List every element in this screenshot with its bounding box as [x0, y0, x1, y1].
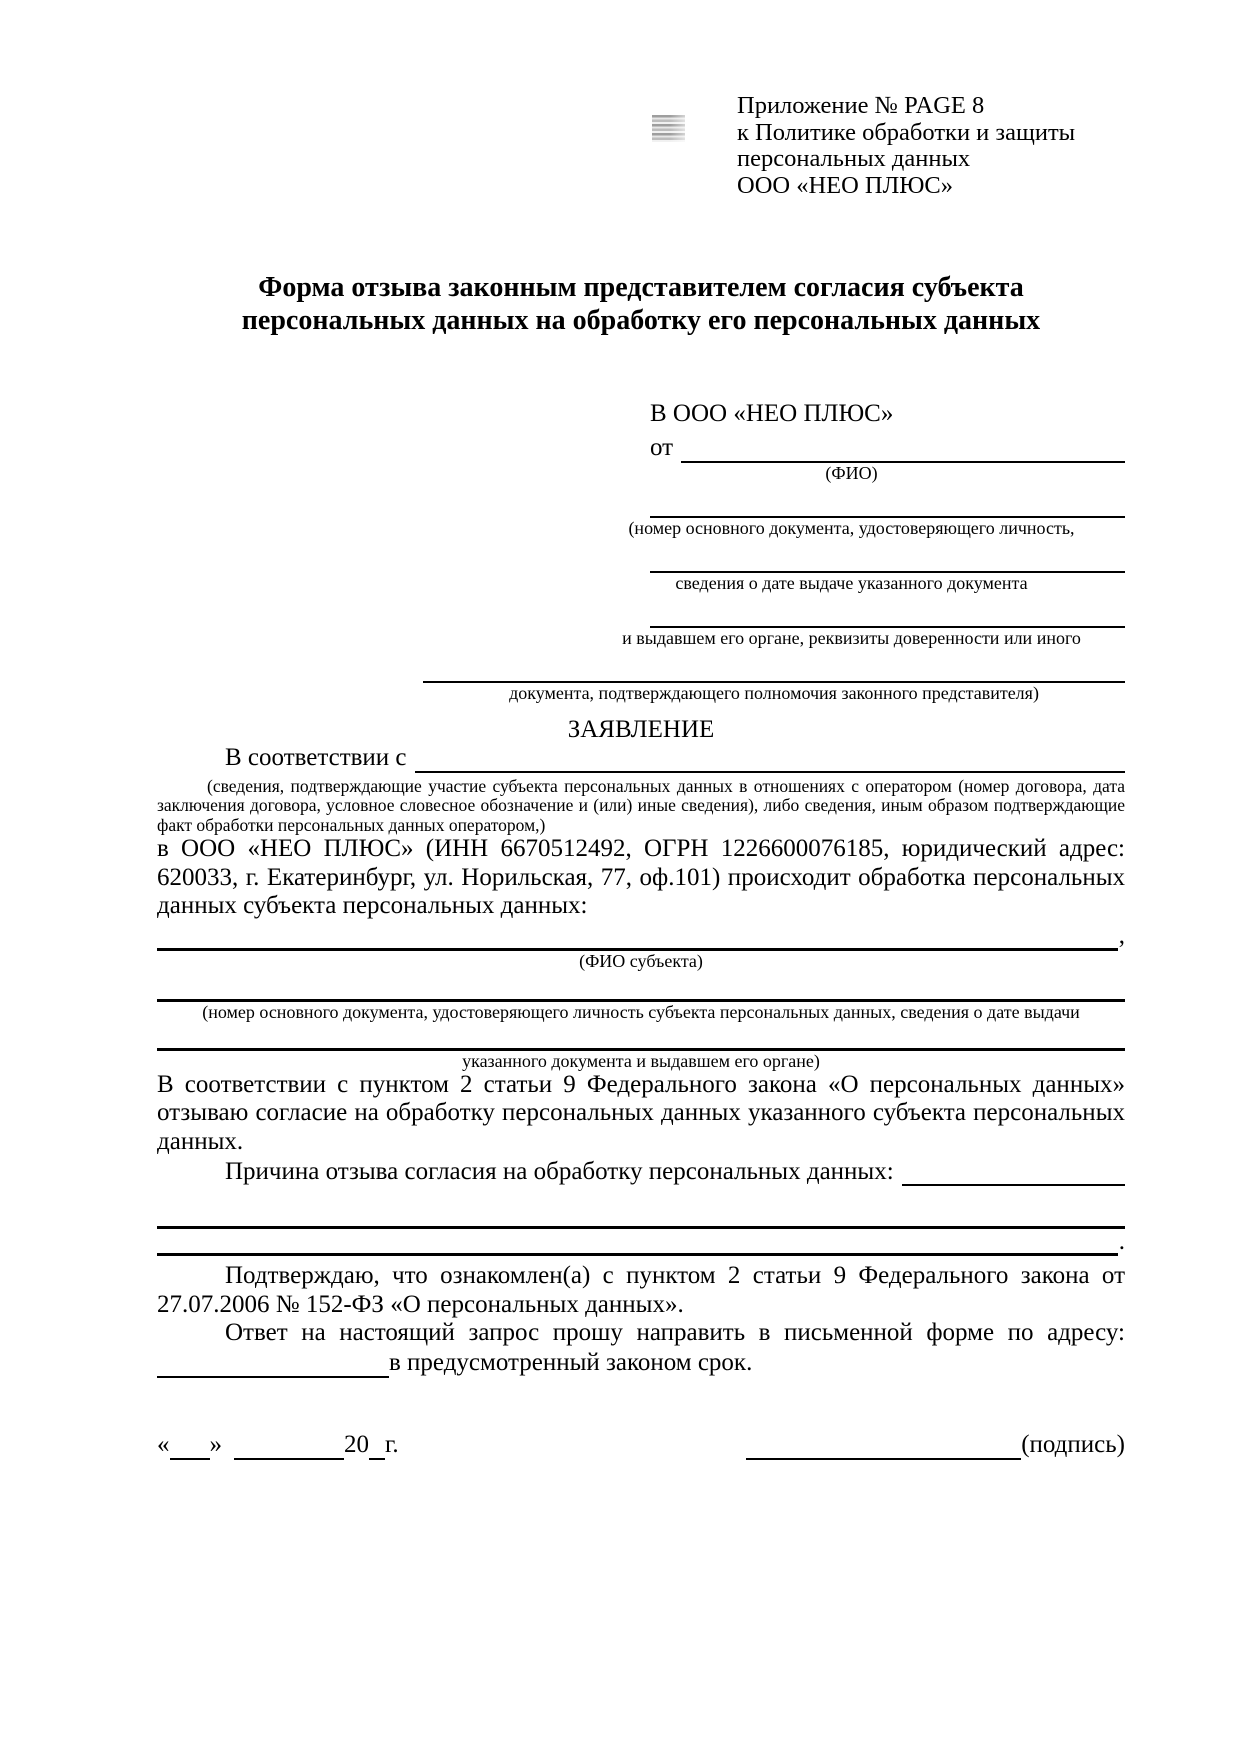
text-lines-icon — [652, 115, 685, 142]
subject-fio-row — [157, 921, 1125, 951]
reason-row — [157, 1156, 1125, 1186]
addressee-from-row — [578, 429, 1125, 463]
reason-row-3 — [157, 1229, 1125, 1256]
year-prefix: 20 — [344, 1431, 369, 1458]
signature-field[interactable] — [746, 1434, 1021, 1460]
addressee-to: В ООО «НЕО ПЛЮС» — [650, 400, 894, 427]
date-open-quote: « — [157, 1431, 170, 1458]
response-paragraph: Ответ на настоящий запрос прошу направить в письменной форме по адресу: — [225, 1319, 1125, 1346]
representative-doc-field-3[interactable] — [650, 593, 1125, 628]
reason-label: Причина отзыва согласия на обработку персональных данных: — [225, 1157, 894, 1185]
representative-doc-field-4[interactable] — [423, 648, 1125, 683]
reason-field-2[interactable] — [157, 1186, 1125, 1229]
subject-doc-caption-2: указанного документа и выдавшем его органе) — [462, 1050, 820, 1071]
appendix-policy-line: к Политике обработки и защиты — [737, 118, 1076, 146]
fine-print-note: (сведения, подтверждающие участие субъекта персональных данных в отношениях с оператором (номер договора, дата заключения договора, условное словесное обозначение и (или) иные сведения), либо сведения, иным образом подтверждающие факт обработки персональных данных оператором,) — [157, 775, 1125, 835]
representative-fio-field[interactable] — [681, 461, 1125, 463]
confirm-paragraph: Подтверждаю, что ознакомлен(а) с пунктом 2 статьи 9 Федерального закона от 27.07.2006 № 152-ФЗ «О персональных данных». — [157, 1262, 1125, 1318]
doc-caption-1: (номер основного документа, удостоверяющего личность, — [628, 518, 1075, 538]
appendix-subject-line: персональных данных — [737, 145, 971, 172]
appendix-number-line: Приложение № PAGE 8 — [737, 92, 985, 119]
year-suffix: г. — [385, 1431, 399, 1458]
appendix-company-line: ООО «НЕО ПЛЮС» — [737, 171, 954, 199]
subject-fio-comma: , — [1118, 922, 1125, 949]
from-label: от — [650, 434, 674, 461]
reason-field-1[interactable] — [902, 1184, 1125, 1186]
date-close-quote: » — [209, 1431, 222, 1458]
month-field[interactable] — [234, 1434, 344, 1460]
subject-doc-field-1[interactable] — [157, 971, 1125, 1002]
reason-field-3[interactable] — [157, 1253, 1118, 1256]
document-title — [157, 271, 1125, 337]
document-title-text: Форма отзыва законным представителем согласия субъекта персональных данных на обработку его персональных данных — [241, 272, 1041, 336]
reason-period: . — [1118, 1227, 1125, 1255]
representative-doc-field-2[interactable] — [650, 538, 1125, 573]
signature-caption: (подпись) — [1021, 1431, 1125, 1458]
day-field[interactable] — [170, 1434, 210, 1460]
appendix-header-block — [737, 93, 1075, 199]
addressee-block — [509, 399, 1125, 703]
doc-caption-3: и выдавшем его органе, реквизиты доверенности или иного — [622, 628, 1081, 648]
doc-caption-4: документа, подтверждающего полномочия законного представителя) — [509, 683, 1039, 703]
subject-doc-caption-1: (номер основного документа, удостоверяющего личность субъекта персональных данных, сведения о дате выдачи — [202, 1001, 1080, 1022]
accordance-row — [157, 745, 1125, 773]
doc-caption-2: сведения о дате выдаче указанного документа — [675, 573, 1028, 593]
operator-paragraph: в ООО «НЕО ПЛЮС» (ИНН 6670512492, ОГРН 1226600076185, юридический адрес: 620033, г. Екатеринбург, ул. Норильская, 77, оф.101) происходит обработка персональных данных субъекта персональных данных: — [157, 835, 1125, 919]
withdrawal-paragraph: В соответствии с пунктом 2 статьи 9 Федерального закона «О персональных данных» отзываю согласие на обработку персональных данных указанного субъекта персональных данных. — [157, 1070, 1125, 1155]
fio-caption: (ФИО) — [825, 463, 878, 483]
response-address-field[interactable] — [157, 1376, 389, 1378]
accordance-field[interactable] — [415, 771, 1125, 773]
date-group — [157, 1430, 399, 1460]
signature-group — [746, 1430, 1125, 1460]
date-signature-row — [157, 1430, 1125, 1460]
accordance-label: В соответствии с — [225, 744, 407, 771]
subject-doc-field-2[interactable] — [157, 1022, 1125, 1051]
subject-fio-caption: (ФИО субъекта) — [579, 950, 703, 971]
statement-heading: ЗАЯВЛЕНИЕ — [567, 716, 715, 743]
representative-doc-field-1[interactable] — [650, 483, 1125, 518]
statement-body — [157, 716, 1125, 1378]
response-tail-text: в предусмотренный законом срок. — [389, 1349, 753, 1376]
response-address-row — [157, 1348, 1125, 1378]
year-digits-field[interactable] — [369, 1434, 385, 1460]
